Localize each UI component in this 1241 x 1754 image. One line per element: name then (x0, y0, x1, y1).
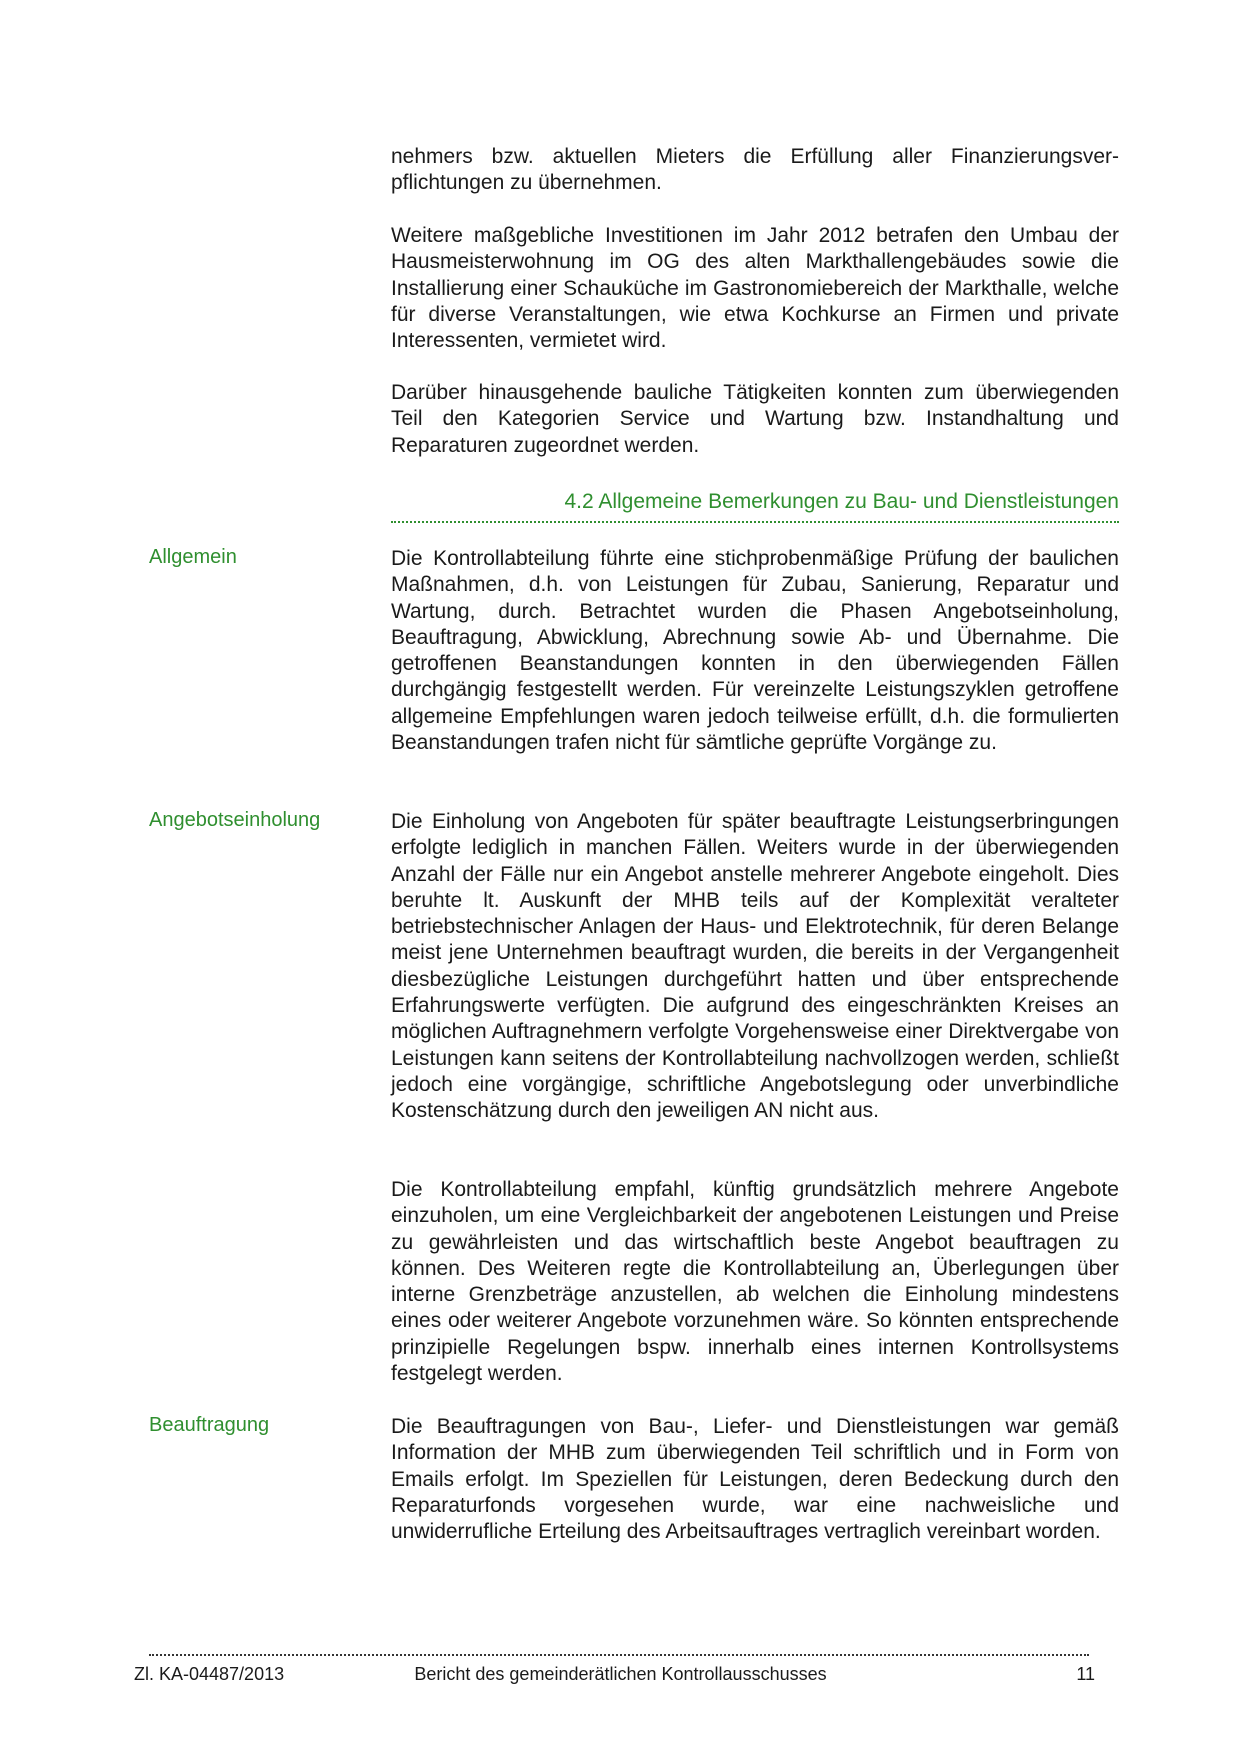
margin-label-angebotseinholung: Angebotseinholung (149, 809, 321, 831)
paragraph-allgemein: Die Kontrollabteilung führte eine stichprobenmäßige Prüfung der baulichen Maßnahmen, d.h. von Leistungen für Zubau, Sanierung, Reparatur und Wartung, durch. Betrachtet wurden die Phasen Angebotseinholung, Beauftragung, Abwicklung, Abrechnung sowie Ab- und Übernahme. Die getroffenen Beanstandungen konnten in den überwiegenden Fällen durchgängig festgestellt werden. Für vereinzelte Leistungszyklen getroffene allgemeine Empfehlungen waren jedoch teilweise erfüllt, d.h. die formulierten Beanstandungen trafen nicht für sämtliche geprüfte Vorgänge zu. (391, 547, 1119, 755)
footer-report-title: Bericht des gemeinderätlichen Kontrollausschusses (414, 1664, 827, 1684)
paragraph-construction-activities: Darüber hinausgehende bauliche Tätigkeiten konnten zum überwiegenden Teil den Kategorien Service und Wartung bzw. Instandhaltung und Reparaturen zugeordnet werden. (391, 381, 1119, 457)
paragraph-investments-2012: Weitere maßgebliche Investitionen im Jahr 2012 betrafen den Umbau der Hausmeisterwohnung im OG des alten Markthallengebäudes sowie die Installierung einer Schauküche im Gastronomiebereich der Markthalle, welche für diverse Veranstaltungen, wie etwa Kochkurse an Firmen und private Interessenten, vermietet wird. (391, 224, 1119, 353)
margin-label-allgemein: Allgemein (149, 546, 237, 568)
section-heading-dotted-rule (391, 521, 1119, 523)
paragraph-recommendation-offers: Die Kontrollabteilung empfahl, künftig grundsätzlich mehrere Angebote einzuholen, um eine Vergleichbarkeit der angebotenen Leistungen und Preise zu gewährleisten und das wirtschaftlich beste Angebot beauftragen zu können. Des Weiteren regte die Kontrollabteilung an, Überlegungen über interne Grenzbeträge anzustellen, ab welchen die Einholung mindestens eines oder weiterer Angebote vorzunehmen wäre. So könnten entsprechende prinzipielle Regelungen bspw. innerhalb eines internen Kontrollsystems festgelegt werden. (391, 1178, 1119, 1386)
section-heading-4-2: 4.2 Allgemeine Bemerkungen zu Bau- und Dienstleistungen (564, 490, 1119, 513)
paragraph-angebotseinholung: Die Einholung von Angeboten für später beauftragte Leistungserbringungen erfolgte lediglich in manchen Fällen. Weiters wurde in der überwiegenden Anzahl der Fälle nur ein Angebot anstelle mehrerer Angebote eingeholt. Dies beruhte lt. Auskunft der MHB teils auf der Komplexität veralteter betriebstechnischer Anlagen der Haus- und Elektrotechnik, für deren Belange meist jene Unternehmen beauftragt wurden, die bereits in der Vergangenheit diesbezügliche Leistungen durchgeführt hatten und über entsprechende Erfahrungswerte verfügten. Die aufgrund des eingeschränkten Kreises an möglichen Auftragnehmern verfolgte Vorgehensweise einer Direktvergabe von Leistungen kann seitens der Kontrollabteilung nachvollzogen werden, schließt jedoch eine vorgängige, schriftliche Angebotslegung oder unverbindliche Kostenschätzung durch den jeweiligen AN nicht aus. (391, 810, 1119, 1123)
footer-page-number: 11 (1076, 1664, 1095, 1684)
paragraph-financing-obligations: nehmers bzw. aktuellen Mieters die Erfüllung aller Finanzierungsverpflichtungen zu übernehmen. (391, 145, 1119, 195)
paragraph-beauftragung: Die Beauftragungen von Bau-, Liefer- und Dienstleistungen war gemäß Information der MHB zum überwiegenden Teil schriftlich und in Form von Emails erfolgt. Im Speziellen für Leistungen, deren Bedeckung durch den Reparaturfonds vorgesehen wurde, war eine nachweisliche und unwiderrufliche Erteilung des Arbeitsauftrages vertraglich vereinbart worden. (391, 1415, 1119, 1544)
footer-reference-number: Zl. KA-04487/2013 (134, 1664, 285, 1684)
footer-dotted-rule (149, 1654, 1089, 1656)
margin-label-beauftragung: Beauftragung (149, 1414, 270, 1436)
